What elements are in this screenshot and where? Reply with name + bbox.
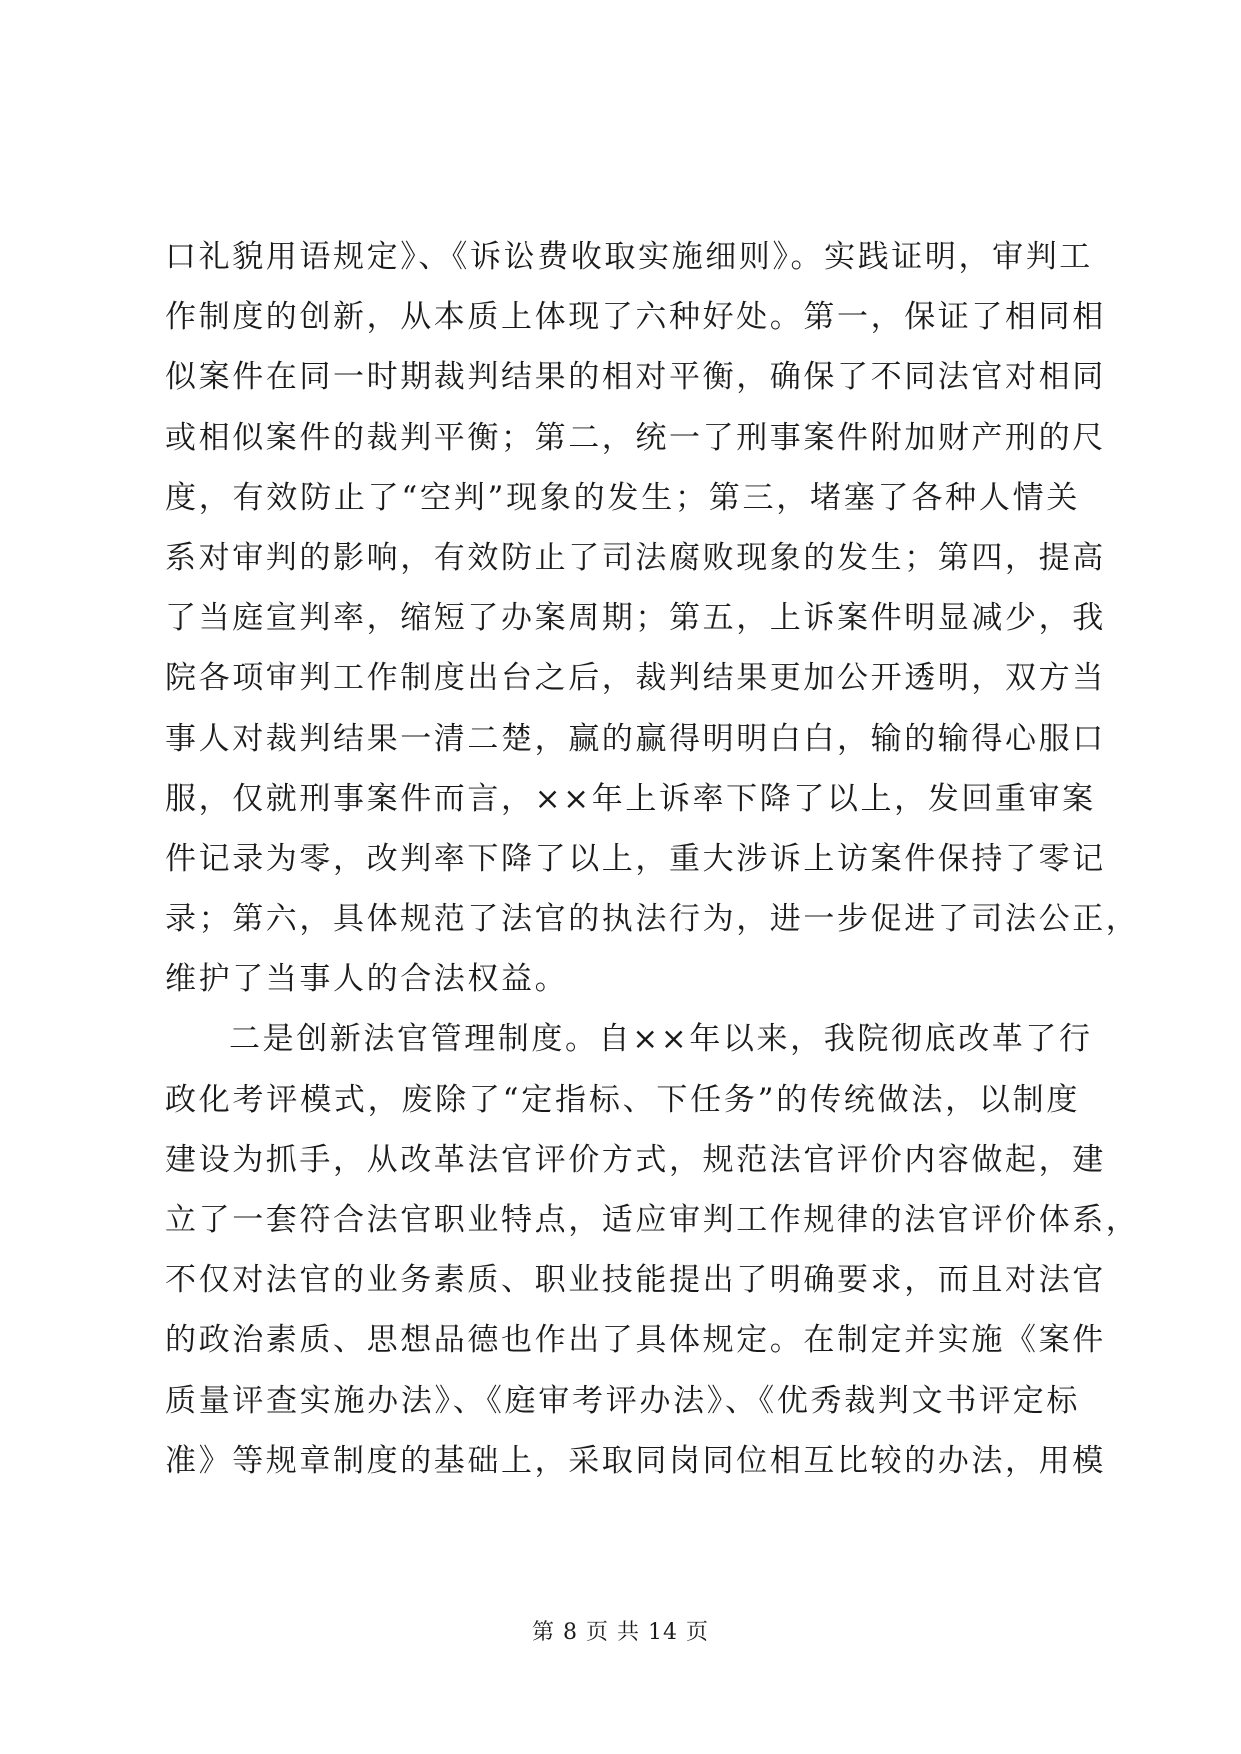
text-line: 的政治素质、思想品德也作出了具体规定。在制定并实施《案件	[165, 1322, 1106, 1359]
text-line: 建设为抓手，从改革法官评价方式，规范法官评价内容做起，建	[165, 1141, 1106, 1178]
paragraph-start-line: 二是创新法官管理制度。自××年以来，我院彻底改革了行	[229, 1021, 1093, 1058]
text-line: 立了一套符合法官职业特点，适应审判工作规律的法官评价体系，	[165, 1202, 1140, 1238]
text-line: 事人对裁判结果一清二楚，赢的赢得明明白白，输的输得心服口	[165, 720, 1106, 757]
text-line: 准》等规章制度的基础上，采取同岗同位相互比较的办法，用模	[165, 1442, 1106, 1479]
text-line: 服，仅就刑事案件而言，××年上诉率下降了以上，发回重审案	[165, 780, 1096, 817]
text-line: 或相似案件的裁判平衡；第二，统一了刑事案件附加财产刑的尺	[165, 419, 1106, 456]
text-line: 维护了当事人的合法权益。	[165, 961, 569, 998]
text-line: 录；第六，具体规范了法官的执法行为，进一步促进了司法公正，	[165, 901, 1140, 938]
text-line: 质量评查实施办法》、《庭审考评办法》、《优秀裁判文书评定标	[165, 1382, 1080, 1419]
text-line: 口礼貌用语规定》、《诉讼费收取实施细则》。实践证明，审判工	[165, 239, 1093, 275]
text-line: 作制度的创新，从本质上体现了六种好处。第一，保证了相同相	[165, 299, 1106, 336]
page-number-footer: 第 8 页 共 14 页	[532, 1620, 709, 1645]
body-text	[165, 227, 1140, 1491]
text-line: 度，有效防止了“空判”现象的发生；第三，堵塞了各种人情关	[165, 479, 1080, 516]
text-line: 不仅对法官的业务素质、职业技能提出了明确要求，而且对法官	[165, 1262, 1106, 1299]
text-line: 似案件在同一时期裁判结果的相对平衡，确保了不同法官对相同	[165, 359, 1106, 396]
text-line: 政化考评模式，废除了“定指标、下任务”的传统做法，以制度	[165, 1081, 1080, 1118]
text-line: 了当庭宣判率，缩短了办案周期；第五，上诉案件明显减少，我	[165, 600, 1106, 637]
text-line: 院各项审判工作制度出台之后，裁判结果更加公开透明，双方当	[165, 660, 1106, 697]
text-line: 件记录为零，改判率下降了以上，重大涉诉上访案件保持了零记	[165, 840, 1106, 877]
text-line: 系对审判的影响，有效防止了司法腐败现象的发生；第四，提高	[165, 539, 1106, 576]
